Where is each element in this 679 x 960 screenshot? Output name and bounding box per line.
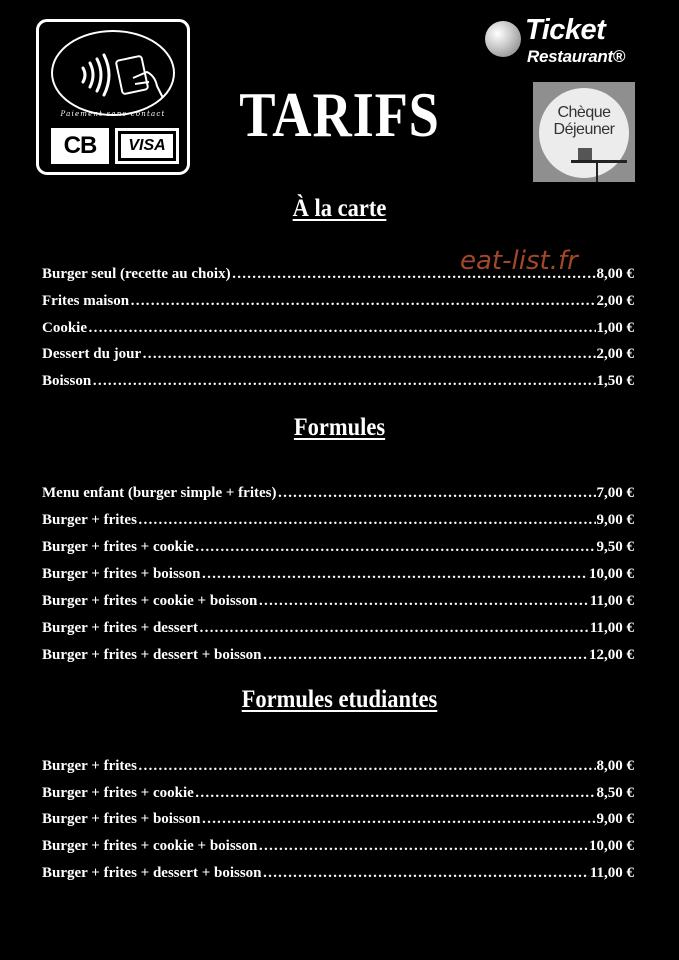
item-price: 12,00 € bbox=[589, 647, 634, 663]
price-row bbox=[42, 536, 634, 558]
price-row bbox=[42, 290, 634, 312]
item-label: Burger + frites + boisson bbox=[42, 566, 201, 582]
dot-leader bbox=[201, 563, 588, 585]
item-label: Burger + frites + cookie + boisson bbox=[42, 593, 258, 609]
dot-leader bbox=[258, 590, 588, 612]
price-row bbox=[42, 263, 634, 285]
item-price: 9,50 € bbox=[596, 539, 634, 555]
price-row bbox=[42, 590, 634, 612]
item-label: Burger + frites + dessert + boisson bbox=[42, 647, 262, 663]
dot-leader bbox=[130, 290, 595, 312]
cheque-dejeuner-line1: Chèque bbox=[557, 104, 611, 121]
item-label: Burger + frites + dessert + boisson bbox=[42, 865, 262, 881]
dot-leader bbox=[263, 644, 588, 666]
price-row bbox=[42, 808, 634, 830]
ticket-restaurant-ball-icon bbox=[485, 21, 521, 57]
item-price: 8,00 € bbox=[596, 758, 634, 774]
dot-leader bbox=[263, 862, 589, 884]
visa-label: VISA bbox=[121, 134, 173, 158]
price-row bbox=[42, 343, 634, 365]
item-label: Dessert du jour bbox=[42, 346, 142, 362]
dot-leader bbox=[92, 370, 595, 392]
cheque-dejeuner-line2: Déjeuner bbox=[553, 121, 615, 138]
dot-leader bbox=[138, 755, 596, 777]
dot-leader bbox=[88, 317, 596, 339]
price-row bbox=[42, 563, 634, 585]
item-price: 11,00 € bbox=[589, 620, 634, 636]
item-price: 11,00 € bbox=[589, 593, 634, 609]
item-label: Boisson bbox=[42, 373, 92, 389]
item-label: Burger + frites bbox=[42, 758, 137, 774]
item-price: 2,00 € bbox=[596, 346, 634, 362]
price-row bbox=[42, 755, 634, 777]
item-price: 11,00 € bbox=[589, 865, 634, 881]
item-price: 8,50 € bbox=[596, 785, 634, 801]
price-row bbox=[42, 617, 634, 639]
contactless-caption: Paiement sans contact bbox=[60, 110, 166, 118]
dot-leader bbox=[138, 509, 596, 531]
item-label: Burger + frites + boisson bbox=[42, 811, 201, 827]
ticket-restaurant-line2: Restaurant® bbox=[527, 47, 626, 66]
ticket-restaurant-line1: Ticket bbox=[525, 14, 606, 46]
dot-leader bbox=[199, 617, 589, 639]
dot-leader bbox=[142, 343, 595, 365]
dot-leader bbox=[278, 482, 596, 504]
price-row bbox=[42, 370, 634, 392]
cheque-dejeuner-text bbox=[533, 104, 635, 138]
dot-leader bbox=[201, 808, 595, 830]
item-label: Frites maison bbox=[42, 293, 130, 309]
item-label: Burger + frites + cookie + boisson bbox=[42, 838, 258, 854]
item-label: Burger + frites + dessert bbox=[42, 620, 198, 636]
ticket-restaurant-logo bbox=[485, 14, 665, 70]
item-label: Cookie bbox=[42, 320, 87, 336]
price-row bbox=[42, 835, 634, 857]
dot-leader bbox=[258, 835, 588, 857]
price-row bbox=[42, 782, 634, 804]
dot-leader bbox=[195, 782, 596, 804]
item-price: 10,00 € bbox=[589, 838, 634, 854]
cheque-dejeuner-logo bbox=[533, 82, 635, 182]
item-price: 1,00 € bbox=[596, 320, 634, 336]
item-price: 10,00 € bbox=[589, 566, 634, 582]
item-price: 9,00 € bbox=[596, 811, 634, 827]
item-price: 7,00 € bbox=[596, 485, 634, 501]
item-label: Burger + frites + cookie bbox=[42, 539, 194, 555]
dot-leader bbox=[232, 263, 596, 285]
price-row bbox=[42, 317, 634, 339]
section-title-formules: Formules bbox=[293, 414, 386, 441]
watermark: eat-list.fr bbox=[460, 246, 578, 276]
item-label: Burger + frites bbox=[42, 512, 137, 528]
section-title-formules-etudiantes: Formules etudiantes bbox=[241, 686, 438, 713]
dot-leader bbox=[195, 536, 596, 558]
item-price: 8,00 € bbox=[596, 266, 634, 282]
item-price: 9,00 € bbox=[596, 512, 634, 528]
price-row bbox=[42, 482, 634, 504]
item-label: Burger + frites + cookie bbox=[42, 785, 194, 801]
item-label: Menu enfant (burger simple + frites) bbox=[42, 485, 277, 501]
page-title: TARIFS bbox=[239, 79, 440, 150]
section-title-a-la-carte: À la carte bbox=[292, 195, 387, 222]
price-row bbox=[42, 509, 634, 531]
item-price: 2,00 € bbox=[596, 293, 634, 309]
cb-logo: CB bbox=[51, 128, 109, 164]
item-price: 1,50 € bbox=[596, 373, 634, 389]
item-label: Burger seul (recette au choix) bbox=[42, 266, 231, 282]
price-row bbox=[42, 644, 634, 666]
price-row bbox=[42, 862, 634, 884]
